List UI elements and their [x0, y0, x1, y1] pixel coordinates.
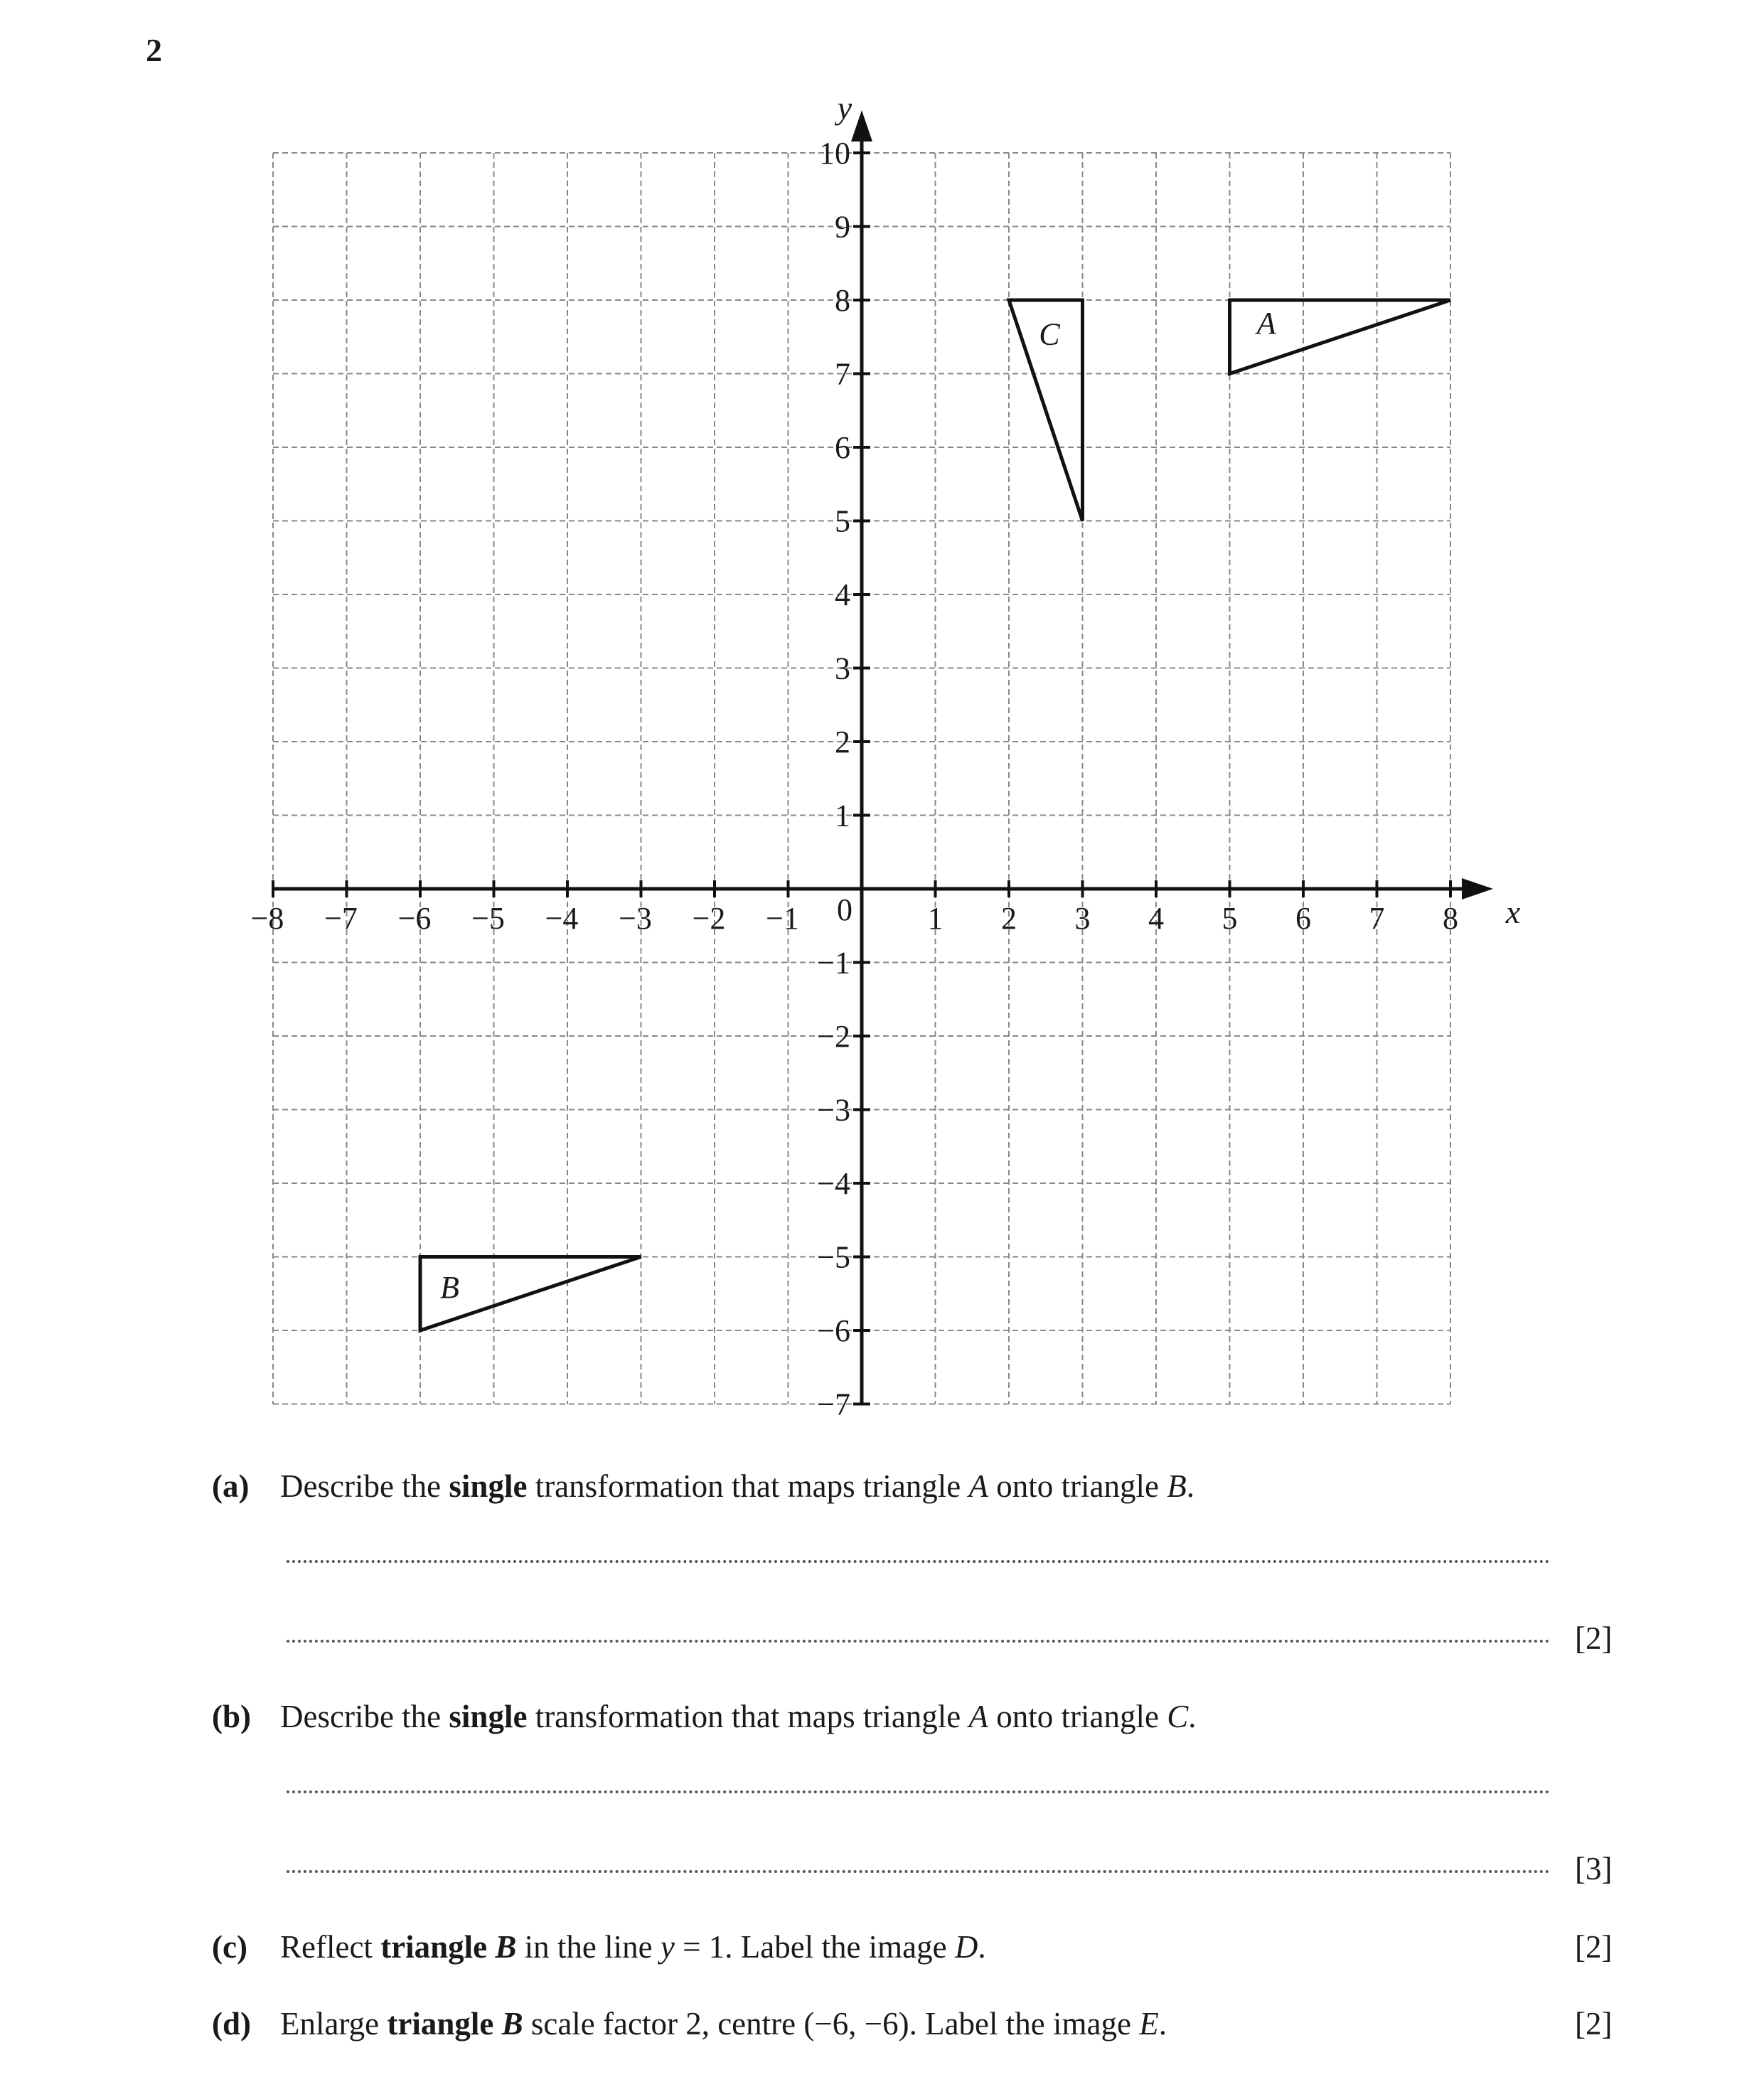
text-segment: onto triangle: [988, 1468, 1167, 1504]
y-tick-label: 2: [835, 725, 850, 759]
y-tick-label: 6: [835, 430, 850, 465]
text-segment: Reflect: [280, 1929, 381, 1965]
triangles: [420, 300, 1450, 1330]
x-tick-label: 6: [1295, 901, 1311, 936]
x-tick-label: 5: [1222, 901, 1238, 936]
text-segment: A: [968, 1468, 989, 1504]
x-tick-label: 1: [927, 901, 944, 936]
triangle-b-label: B: [439, 1269, 459, 1305]
x-tick-label: 8: [1443, 901, 1458, 936]
text-segment: E: [1139, 2006, 1159, 2041]
y-tick-label: −3: [817, 1092, 850, 1128]
x-axis-label: x: [1505, 894, 1521, 930]
text-segment: A: [968, 1699, 989, 1734]
part-b-text: [280, 1698, 1197, 1735]
text-segment: B: [495, 1929, 517, 1965]
part-d-label: (d): [212, 2006, 251, 2041]
part-a-text: [280, 1468, 1194, 1505]
y-tick-label: −4: [817, 1166, 850, 1201]
text-segment: scale factor 2, centre (−6, −6). Label the image: [523, 2006, 1140, 2041]
text-segment: B: [1167, 1468, 1187, 1504]
text-segment: transformation that maps triangle: [527, 1468, 969, 1504]
answer-line-a2[interactable]: [287, 1635, 1550, 1643]
text-segment: .: [1158, 2006, 1167, 2041]
answer-line-a1[interactable]: [287, 1556, 1550, 1563]
text-segment: = 1. Label the image: [674, 1929, 955, 1965]
x-axis-arrow: [1462, 878, 1493, 900]
x-tick-label: 4: [1148, 901, 1164, 936]
y-tick-label: 5: [835, 503, 850, 539]
text-segment: B: [501, 2006, 523, 2041]
x-tick-label: 7: [1369, 901, 1385, 936]
text-segment: .: [978, 1929, 986, 1965]
text-segment: y: [660, 1929, 675, 1965]
text-segment: C: [1167, 1699, 1189, 1734]
axes: [273, 90, 1521, 1404]
y-tick-label: 9: [835, 209, 850, 245]
question-number: 2: [146, 32, 162, 68]
text-segment: D: [954, 1929, 978, 1965]
triangle-c-label: C: [1039, 316, 1060, 352]
x-tick-label: −4: [545, 901, 579, 936]
answer-line-b2[interactable]: [287, 1866, 1550, 1873]
marks-d: [2]: [1575, 2006, 1613, 2041]
y-tick-label: 4: [835, 577, 850, 612]
y-axis-label: y: [837, 90, 852, 126]
text-segment: onto triangle: [988, 1699, 1167, 1734]
marks-a: [2]: [1575, 1621, 1613, 1656]
y-tick-label: 7: [835, 356, 850, 392]
text-segment: single: [449, 1468, 528, 1504]
text-segment: triangle: [387, 2006, 502, 2041]
x-tick-label: −6: [397, 901, 432, 936]
y-tick-label: −2: [817, 1019, 850, 1054]
text-segment: .: [1186, 1468, 1194, 1504]
x-tick-label: −3: [619, 901, 652, 936]
y-tick-label: 3: [835, 651, 850, 686]
marks-b: [3]: [1575, 1851, 1613, 1886]
y-tick-label: 10: [819, 136, 850, 171]
answer-line-b1[interactable]: [287, 1786, 1550, 1793]
text-segment: triangle: [380, 1929, 496, 1965]
text-segment: Describe the: [280, 1468, 449, 1504]
text-segment: Enlarge: [280, 2006, 387, 2041]
x-tick-label: −7: [324, 901, 358, 936]
x-tick-label: −2: [692, 901, 726, 936]
x-tick-label: 2: [1001, 901, 1017, 936]
ticks: [251, 136, 1458, 1422]
y-tick-label: −6: [817, 1313, 850, 1348]
origin-label: 0: [837, 892, 852, 927]
text-segment: Describe the: [280, 1699, 449, 1734]
x-tick-label: −8: [250, 901, 284, 936]
y-tick-label: 1: [835, 798, 850, 833]
part-a-label: (a): [212, 1468, 250, 1504]
text-segment: .: [1188, 1699, 1197, 1734]
y-tick-label: 8: [835, 283, 850, 318]
text-segment: single: [449, 1699, 528, 1734]
x-tick-label: −5: [471, 901, 505, 936]
part-c-text: [280, 1928, 986, 1965]
y-tick-label: −5: [817, 1239, 850, 1275]
triangle-a-label: A: [1256, 306, 1276, 341]
y-tick-label: −1: [817, 945, 850, 981]
part-b-label: (b): [212, 1699, 251, 1734]
part-d-text: [280, 2005, 1167, 2042]
part-c-label: (c): [212, 1929, 247, 1965]
x-tick-label: −1: [766, 901, 799, 936]
text-segment: transformation that maps triangle: [527, 1699, 969, 1734]
y-tick-label: −7: [817, 1387, 850, 1422]
text-segment: in the line: [516, 1929, 661, 1965]
y-axis-arrow: [851, 110, 872, 142]
x-tick-label: 3: [1074, 901, 1091, 936]
marks-c: [2]: [1575, 1929, 1613, 1965]
